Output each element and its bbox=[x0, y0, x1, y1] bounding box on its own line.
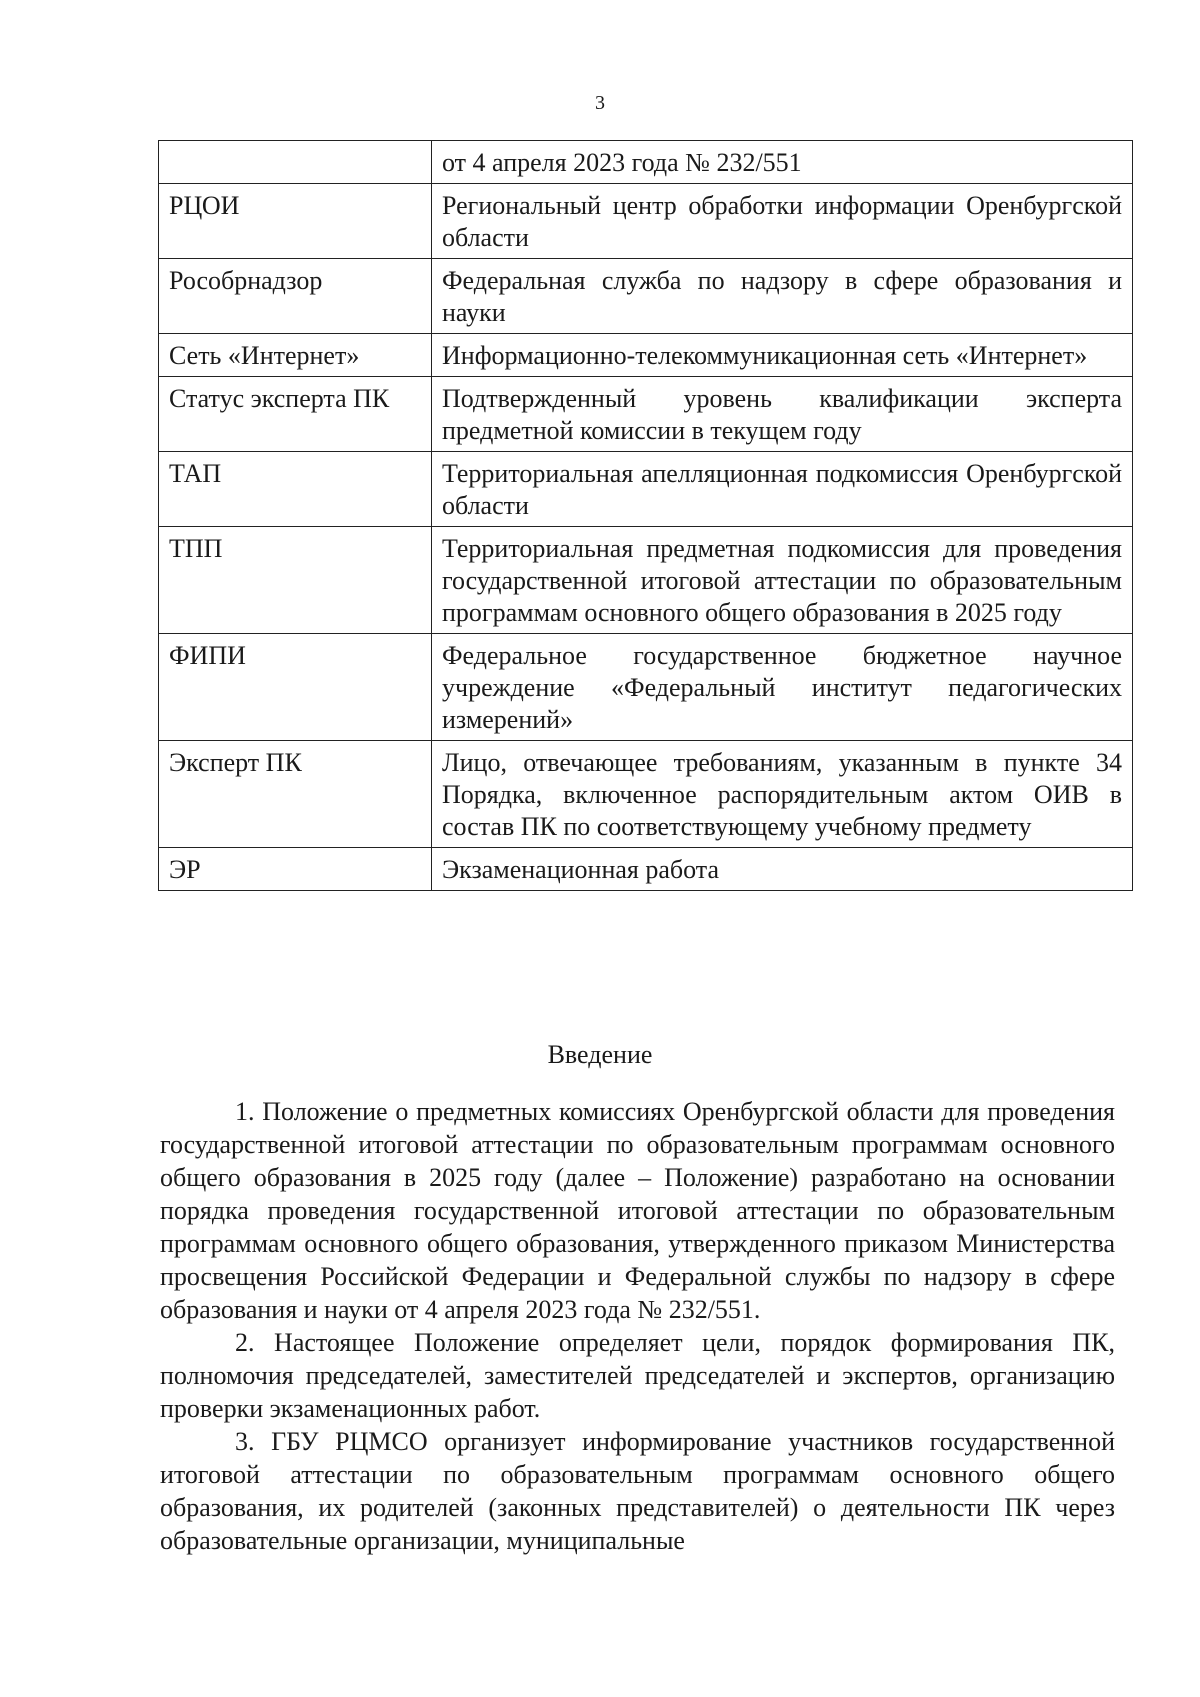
table-row bbox=[159, 184, 1133, 259]
table-row bbox=[159, 377, 1133, 452]
definition-cell: Региональный центр обработки информации Оренбургской области bbox=[432, 184, 1133, 259]
definition-cell: Информационно-телекоммуникационная сеть «Интернет» bbox=[432, 334, 1133, 377]
term-cell: Статус эксперта ПК bbox=[159, 377, 432, 452]
paragraph: 1. Положение о предметных комиссиях Оренбургской области для проведения государственной итоговой аттестации по образовательным программам основного общего образования в 2025 году (далее – Положение) разработано на основании порядка проведения государственной итоговой аттестации по образовательным программам основного общего образования, утвержденного приказом Министерства просвещения Российской Федерации и Федеральной службы по надзору в сфере образования и науки от 4 апреля 2023 года № 232/551. bbox=[160, 1097, 1115, 1324]
definition-cell: от 4 апреля 2023 года № 232/551 bbox=[432, 141, 1133, 184]
table-row bbox=[159, 848, 1133, 891]
definition-cell: Подтвержденный уровень квалификации эксперта предметной комиссии в текущем году bbox=[432, 377, 1133, 452]
table-row bbox=[159, 452, 1133, 527]
definition-cell: Лицо, отвечающее требованиям, указанным в пункте 34 Порядка, включенное распорядительным актом ОИВ в состав ПК по соответствующему учебному предмету bbox=[432, 741, 1133, 848]
table-row bbox=[159, 141, 1133, 184]
definition-cell: Территориальная предметная подкомиссия для проведения государственной итоговой аттестации по образовательным программам основного общего образования в 2025 году bbox=[432, 527, 1133, 634]
abbreviations-table bbox=[158, 140, 1133, 891]
term-cell: РЦОИ bbox=[159, 184, 432, 259]
definition-cell: Территориальная апелляционная подкомиссия Оренбургской области bbox=[432, 452, 1133, 527]
table-row bbox=[159, 259, 1133, 334]
table-row bbox=[159, 741, 1133, 848]
definition-cell: Экзаменационная работа bbox=[432, 848, 1133, 891]
section-heading: Введение bbox=[547, 1040, 653, 1069]
table-row bbox=[159, 634, 1133, 741]
term-cell: ФИПИ bbox=[159, 634, 432, 741]
definition-cell: Федеральное государственное бюджетное научное учреждение «Федеральный институт педагогических измерений» bbox=[432, 634, 1133, 741]
page-number: 3 bbox=[595, 92, 605, 114]
table-row bbox=[159, 334, 1133, 377]
table-row bbox=[159, 527, 1133, 634]
term-cell: ЭР bbox=[159, 848, 432, 891]
definition-cell: Федеральная служба по надзору в сфере образования и науки bbox=[432, 259, 1133, 334]
paragraph: 2. Настоящее Положение определяет цели, порядок формирования ПК, полномочия председателей, заместителей председателей и экспертов, организацию проверки экзаменационных работ. bbox=[160, 1328, 1115, 1423]
term-cell: ТПП bbox=[159, 527, 432, 634]
term-cell: Эксперт ПК bbox=[159, 741, 432, 848]
term-cell: Рособрнадзор bbox=[159, 259, 432, 334]
term-cell bbox=[159, 141, 432, 184]
paragraph: 3. ГБУ РЦМСО организует информирование участников государственной итоговой аттестации по образовательным программам основного общего образования, их родителей (законных представителей) о деятельности ПК через образовательные организации, муниципальные bbox=[160, 1427, 1115, 1555]
term-cell: Сеть «Интернет» bbox=[159, 334, 432, 377]
section-body bbox=[160, 1095, 1115, 1557]
term-cell: ТАП bbox=[159, 452, 432, 527]
